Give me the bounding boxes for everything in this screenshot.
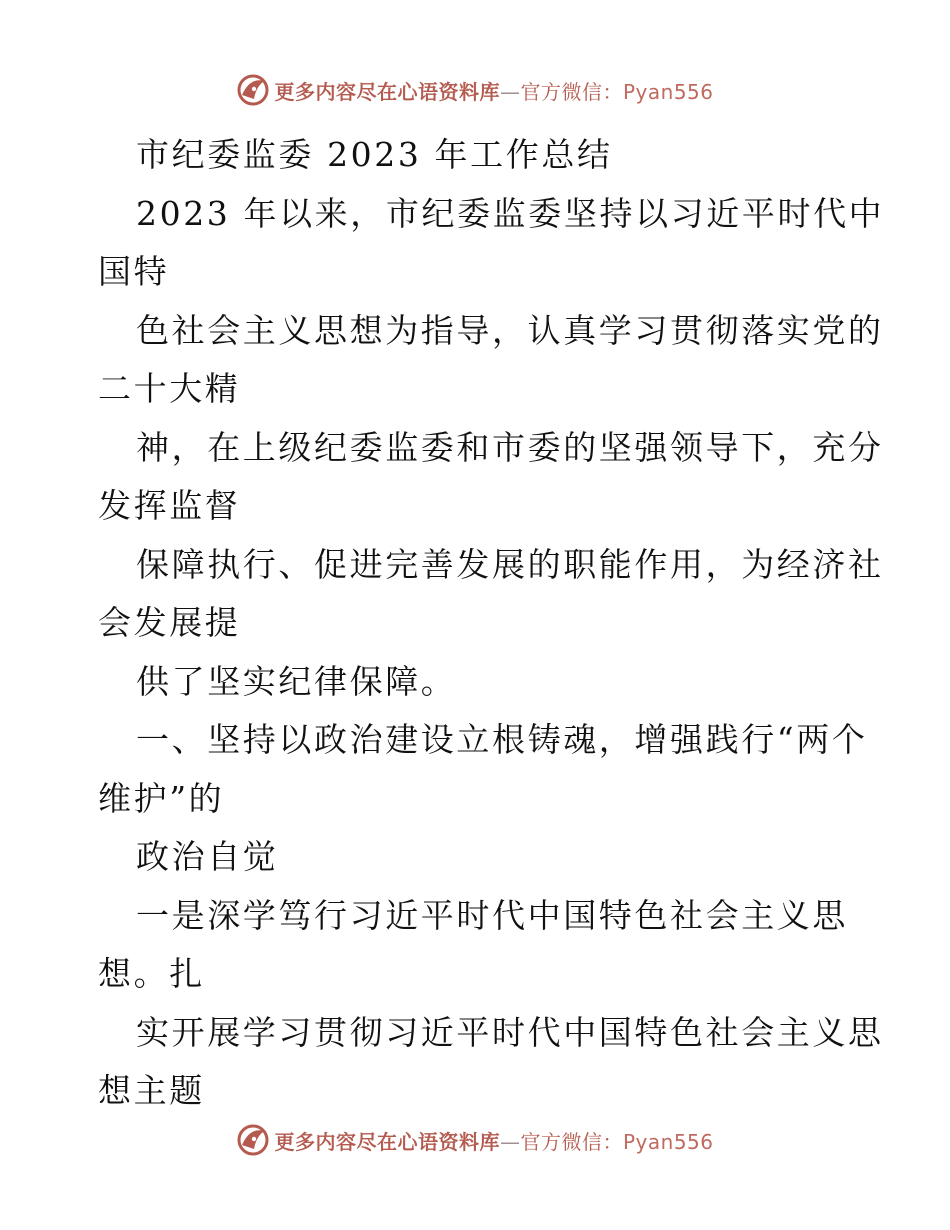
text-line: 会发展提: [98, 603, 241, 642]
text-line: 发挥监督: [98, 486, 241, 525]
document-title: 市纪委监委 2023 年工作总结: [136, 135, 613, 174]
text-line: 二十大精: [98, 369, 241, 408]
text-line: 实开展学习贯彻习近平时代中国特色社会主义思: [136, 1012, 884, 1052]
text-line: 色社会主义思想为指导，认真学习贯彻落实党的: [136, 310, 884, 350]
watermark-handle: Pyan556: [622, 1129, 714, 1154]
footer-watermark: [0, 1120, 950, 1160]
pen-nib-icon: [236, 1123, 270, 1157]
header-watermark: [0, 70, 950, 110]
text-line: 政治自觉: [136, 837, 279, 876]
watermark-main: 更多内容尽在心语资料库: [274, 1129, 500, 1154]
watermark-main: 更多内容尽在心语资料库: [274, 79, 500, 104]
text-line: 2023 年以来，市纪委监委坚持以习近平时代中: [136, 193, 885, 233]
watermark-handle: Pyan556: [622, 79, 714, 104]
watermark-text: [274, 1126, 713, 1155]
document-body: [98, 126, 885, 1121]
text-line: 维护”的: [98, 778, 225, 818]
text-line: 保障执行、促进完善发展的职能作用，为经济社: [136, 544, 884, 584]
watermark-label: 官方微信：: [520, 79, 623, 104]
text-line: 一是深学笃行习近平时代中国特色社会主义思: [136, 895, 848, 935]
text-line: 供了坚实纪律保障。: [136, 661, 457, 701]
watermark-text: [274, 76, 713, 105]
text-line: 一、坚持以政治建设立根铸魂，增强践行“两个: [136, 720, 868, 759]
watermark-separator: —: [499, 1129, 521, 1154]
text-line: 想。扎: [98, 954, 205, 993]
watermark-separator: —: [499, 79, 521, 104]
text-line: 想主题: [98, 1071, 205, 1110]
text-line: 神，在上级纪委监委和市委的坚强领导下，充分: [136, 427, 884, 467]
watermark-label: 官方微信：: [520, 1129, 623, 1154]
text-line: 国特: [98, 252, 170, 291]
pen-nib-icon: [236, 73, 270, 107]
